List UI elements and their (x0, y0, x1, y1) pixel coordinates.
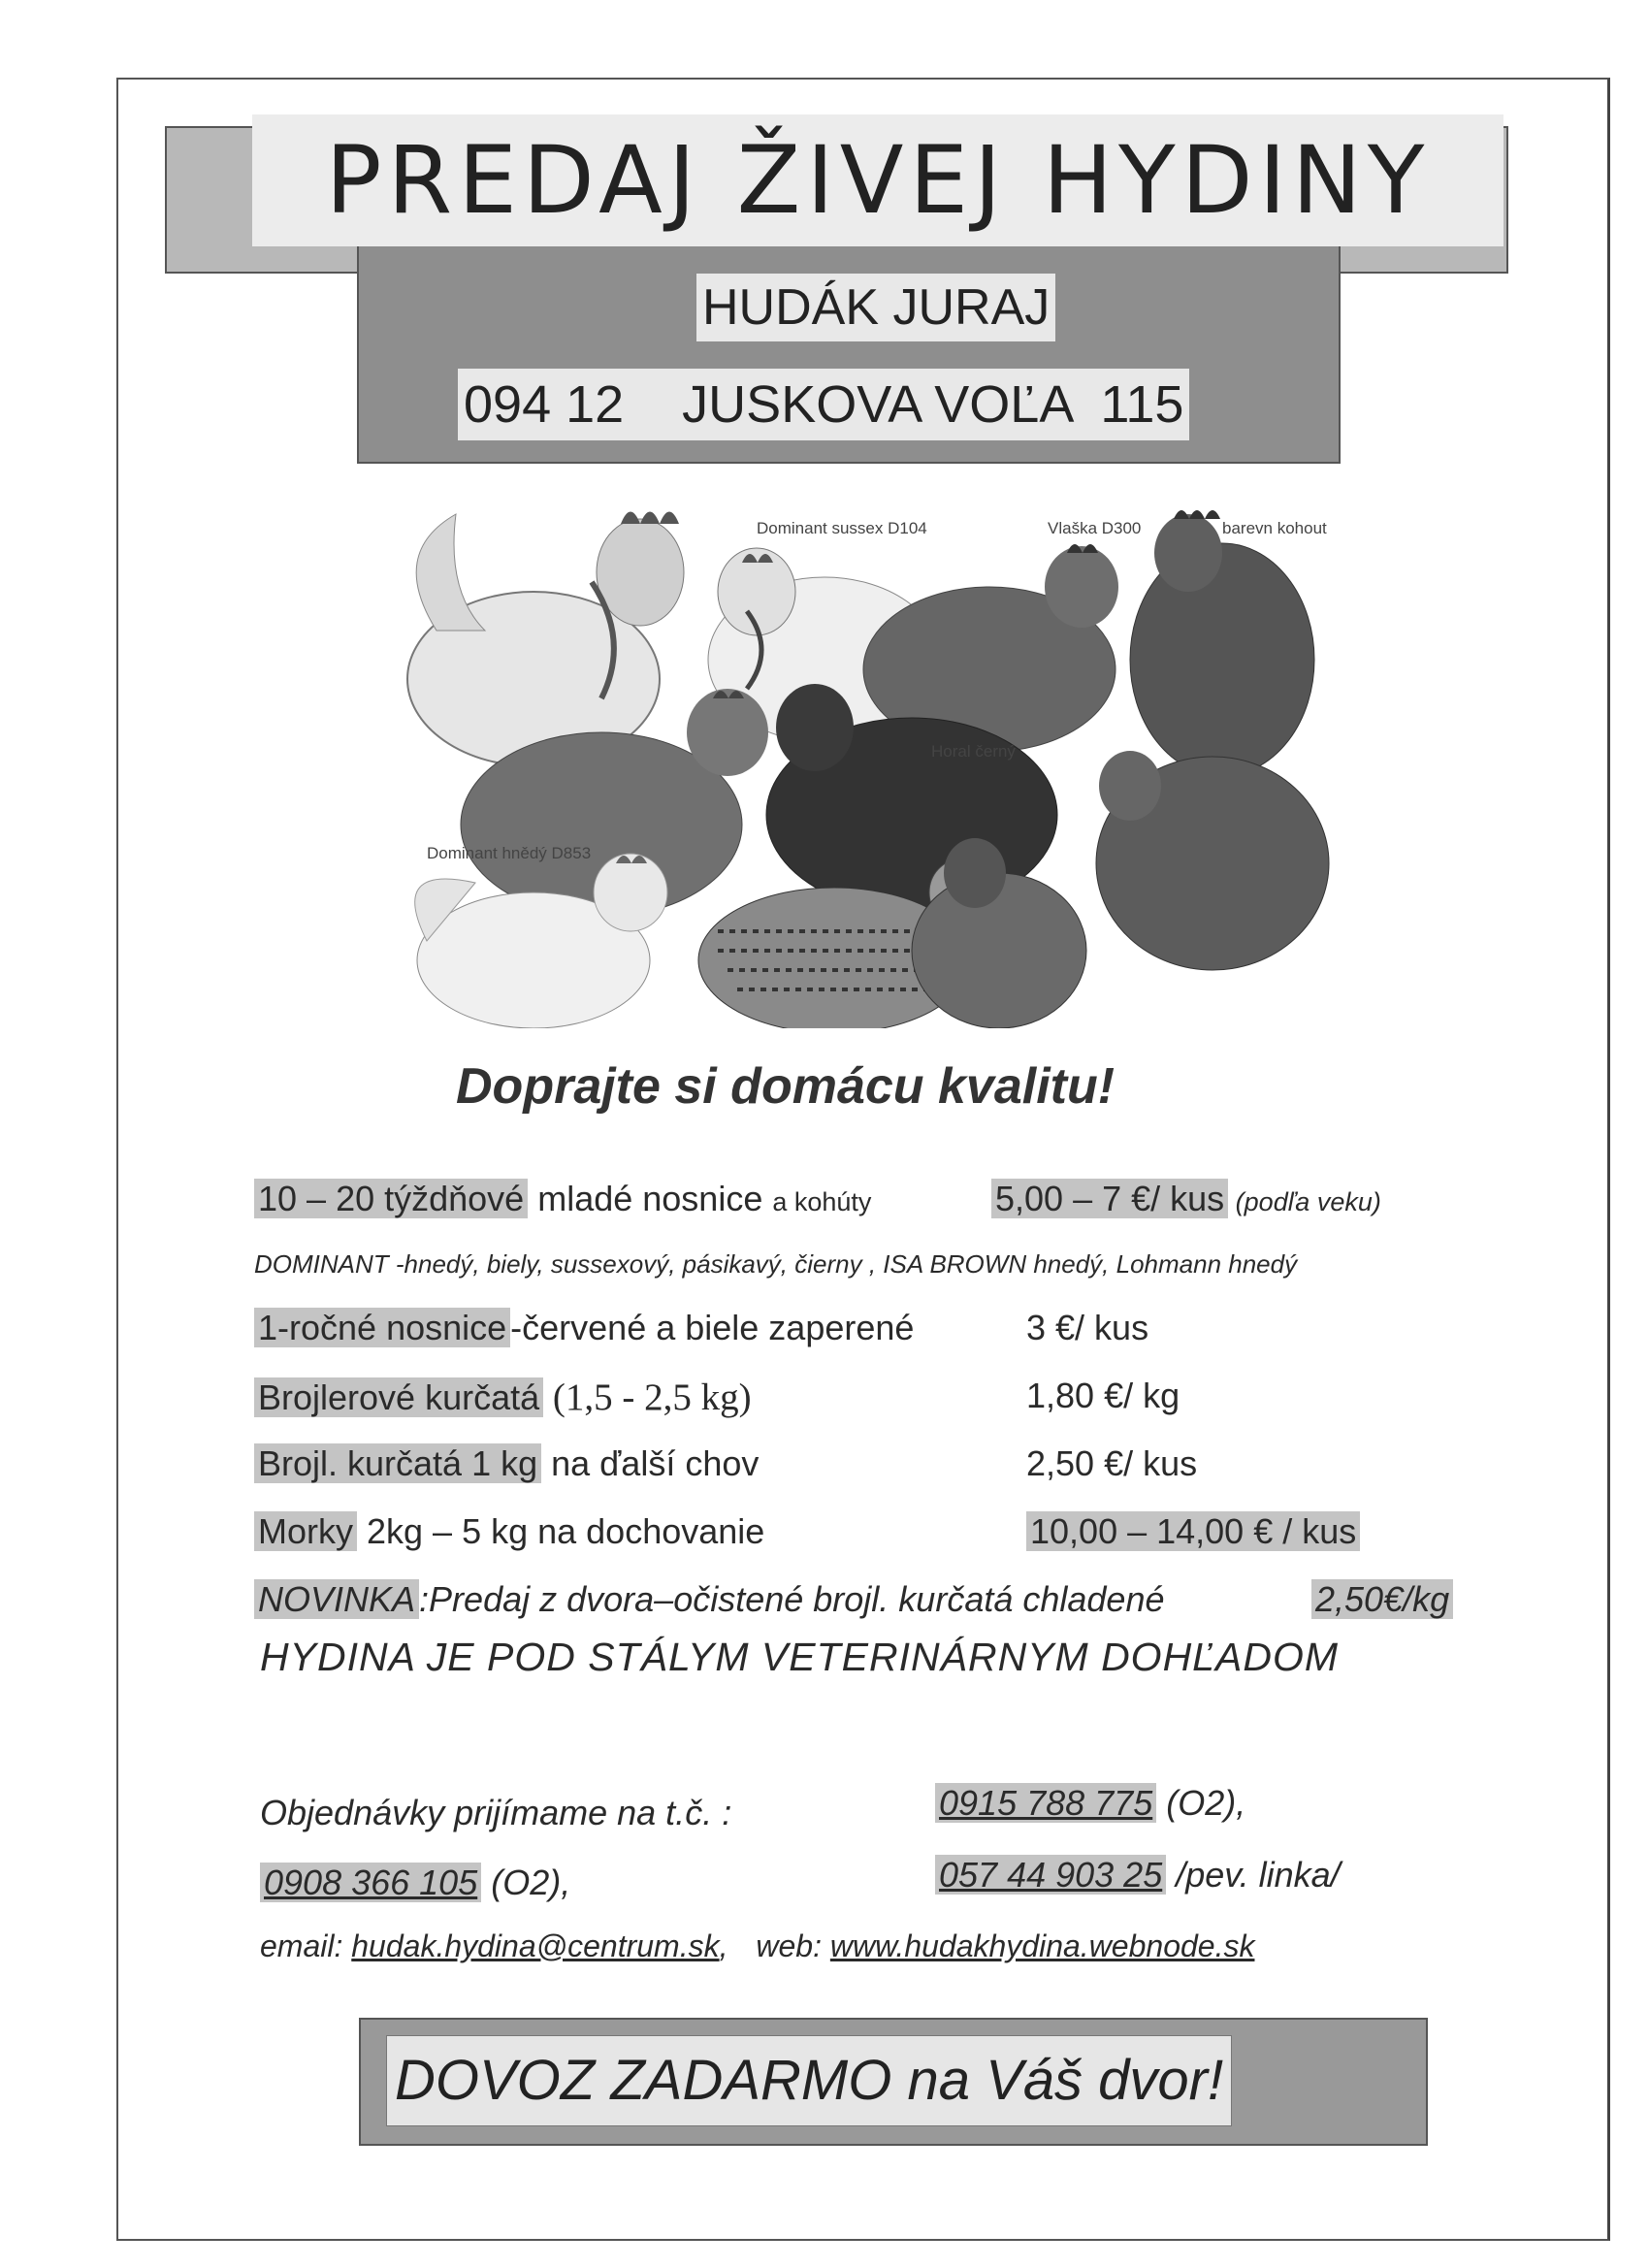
phone-3-suffix: /pev. linka/ (1166, 1855, 1341, 1895)
offer-young-hens-price (991, 1179, 1381, 1219)
offer-one-year-hens (254, 1308, 914, 1348)
phone-1-row (935, 1783, 1245, 1824)
email-separator: , (719, 1928, 728, 1963)
offer-text: 2kg – 5 kg na dochovanie (357, 1511, 765, 1551)
svg-text:Dominant hnědý D853 (427, 844, 591, 862)
label-horal: Horal černý (931, 742, 1016, 761)
offer-text: :Predaj z dvora–očistené brojl. kurčatá chladené (419, 1579, 1165, 1619)
offer-novinka (254, 1579, 1165, 1620)
offer-broilers-1kg-price: 2,50 €/ kus (1026, 1443, 1198, 1483)
phone-1-suffix: (O2), (1156, 1783, 1246, 1823)
label-dominant-hnedy: Dominant hnědý D853 (427, 844, 592, 862)
offer-one-year-hens-price: 3 €/ kus (1026, 1308, 1149, 1347)
offer-highlight: 1-ročné nosnice (254, 1308, 510, 1347)
offer-novinka-price (1311, 1579, 1453, 1620)
web-label: web: (756, 1928, 830, 1963)
email-label: email: (260, 1928, 352, 1963)
offer-broilers-price: 1,80 €/ kg (1026, 1376, 1180, 1415)
offer-text: mladé nosnice (528, 1179, 773, 1218)
email-link[interactable]: hudak.hydina@centrum.sk (351, 1928, 720, 1963)
svg-text:Horal černý (931, 742, 1016, 761)
offer-highlight: Brojl. kurčatá 1 kg (254, 1443, 541, 1483)
colored-rooster-image (1130, 510, 1314, 776)
offer-young-hens (254, 1179, 871, 1219)
phone-1[interactable]: 0915 788 775 (935, 1783, 1156, 1823)
email-web-row (260, 1928, 1254, 1964)
phone-2-row (260, 1863, 570, 1903)
offer-highlight: Brojlerové kurčatá (254, 1377, 543, 1417)
phone-2-suffix: (O2), (481, 1863, 571, 1902)
orders-label: Objednávky prijímame na t.č. : (260, 1793, 732, 1832)
vet-notice: HYDINA JE POD STÁLYM VETERINÁRNYM DOHĽADOM (260, 1635, 1339, 1679)
svg-text:Dominant sussex D104 (757, 519, 927, 537)
offer-text: -červené a biele zaperené (510, 1308, 915, 1347)
phone-3-row (935, 1855, 1341, 1895)
offer-price: 10,00 – 14,00 € / kus (1026, 1511, 1360, 1551)
footer-free-delivery: DOVOZ ZADARMO na Váš dvor! (386, 2035, 1232, 2126)
offer-highlight: NOVINKA (254, 1579, 419, 1619)
offer-broilers (254, 1376, 752, 1419)
svg-text:barevn kohout (1222, 519, 1327, 537)
offer-note: (podľa veku) (1228, 1187, 1381, 1216)
breeds-list: DOMINANT -hnedý, biely, sussexový, pásikavý, čierny , ISA BROWN hnedý, Lohmann hnedý (254, 1249, 1298, 1279)
owner-name: HUDÁK JURAJ (696, 274, 1055, 341)
offer-highlight: Morky (254, 1511, 357, 1551)
offer-highlight: 10 – 20 týždňové (254, 1179, 528, 1218)
label-dominant-sussex: Dominant sussex D104 (757, 519, 927, 537)
label-vlaska: Vlaška D300 (1048, 519, 1142, 537)
web-link[interactable]: www.hudakhydina.webnode.sk (829, 1928, 1255, 1963)
phone-3[interactable]: 057 44 903 25 (935, 1855, 1166, 1895)
offer-text: na ďalší chov (541, 1443, 760, 1483)
brown-hen-right-image (1096, 751, 1329, 970)
offer-turkeys-price (1026, 1511, 1360, 1552)
offer-broilers-1kg (254, 1443, 759, 1484)
offer-text-small: a kohúty (772, 1187, 872, 1216)
slogan: Doprajte si domácu kvalitu! (456, 1058, 1116, 1115)
poultry-photo (369, 495, 1348, 1028)
offer-text: (1,5 - 2,5 kg) (543, 1377, 752, 1418)
offer-price: 5,00 – 7 €/ kus (991, 1179, 1228, 1218)
phone-2[interactable]: 0908 366 105 (260, 1863, 481, 1902)
offer-turkeys (254, 1511, 764, 1552)
label-barevn-kohout: barevn kohout (1222, 519, 1327, 537)
page-title: PREDAJ ŽIVEJ HYDINY (252, 114, 1504, 246)
svg-text:Vlaška D300 (1048, 519, 1141, 537)
offer-price: 2,50€/kg (1311, 1579, 1453, 1619)
address: 094 12 JUSKOVA VOĽA 115 (458, 369, 1189, 440)
